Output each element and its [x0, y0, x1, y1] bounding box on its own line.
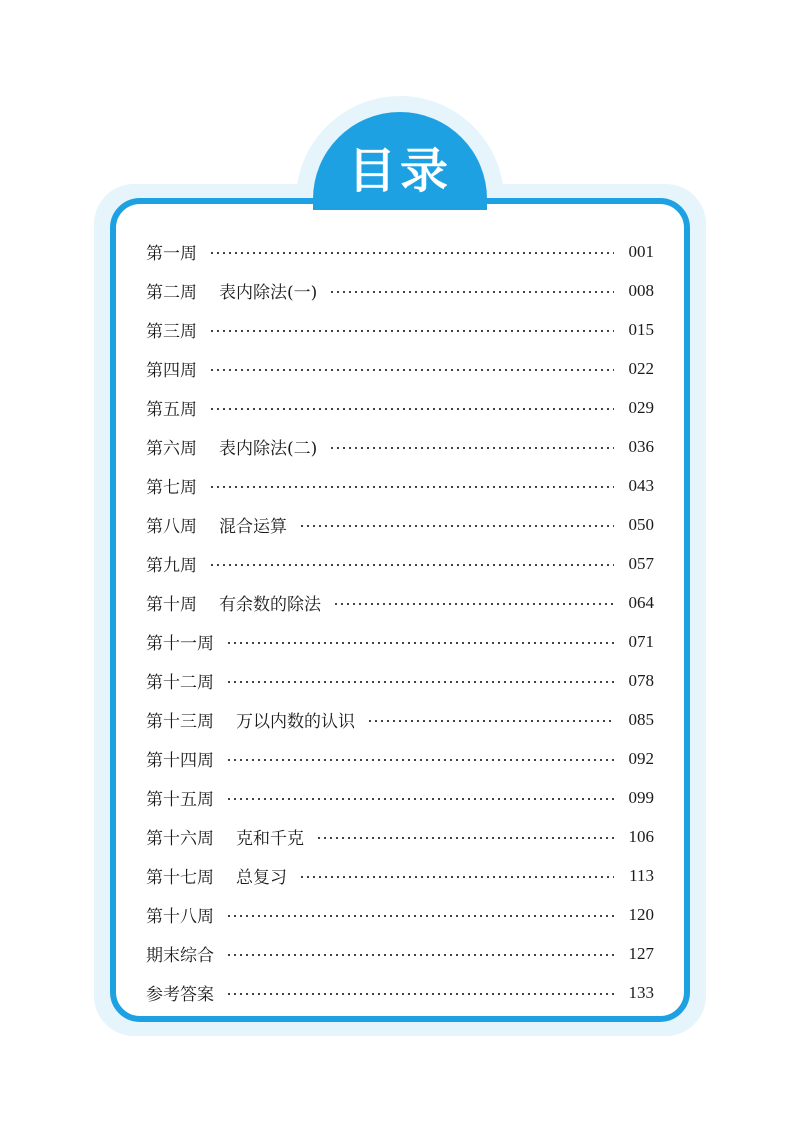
toc-entry-topic: 表内除法(一) [219, 283, 318, 303]
toc-entry-topic: 万以内数的认识 [236, 712, 355, 732]
toc-entry[interactable] [146, 661, 654, 700]
toc-entry[interactable] [146, 427, 654, 466]
toc-entry[interactable] [146, 583, 654, 622]
toc-entry[interactable] [146, 232, 654, 271]
toc-entry-page-number: 043 [628, 475, 654, 495]
toc-entry-week: 第十周 [146, 595, 197, 615]
dot-leader [329, 447, 614, 449]
toc-entry-week: 第三周 [146, 322, 197, 342]
toc-entry-page-number: 127 [628, 943, 654, 963]
toc-entry-page-number: 106 [628, 826, 654, 846]
toc-entry[interactable] [146, 934, 654, 973]
table-of-contents [146, 232, 654, 1012]
toc-entry-week: 第十二周 [146, 673, 214, 693]
dot-leader [299, 525, 614, 527]
dot-leader [226, 681, 614, 683]
toc-entry-page-number: 120 [628, 904, 654, 924]
toc-entry-week: 第十五周 [146, 790, 214, 810]
toc-entry-page-number: 092 [628, 748, 654, 768]
toc-entry[interactable] [146, 622, 654, 661]
toc-entry[interactable] [146, 349, 654, 388]
toc-entry-week: 第一周 [146, 244, 197, 264]
toc-entry-page-number: 001 [628, 241, 654, 261]
toc-entry-page-number: 085 [628, 709, 654, 729]
toc-entry-topic: 克和千克 [236, 829, 304, 849]
toc-entry[interactable] [146, 778, 654, 817]
toc-entry[interactable] [146, 973, 654, 1012]
toc-entry-week: 第八周 [146, 517, 197, 537]
dot-leader [299, 876, 614, 878]
toc-entry[interactable] [146, 544, 654, 583]
toc-entry-page-number: 057 [628, 553, 654, 573]
toc-entry[interactable] [146, 505, 654, 544]
toc-entry-week: 第十六周 [146, 829, 214, 849]
toc-entry[interactable] [146, 271, 654, 310]
toc-entry[interactable] [146, 466, 654, 505]
toc-entry-topic: 表内除法(二) [219, 439, 318, 459]
toc-entry-page-number: 008 [628, 280, 654, 300]
dot-leader [209, 252, 614, 254]
toc-entry-week: 第十四周 [146, 751, 214, 771]
toc-entry-page-number: 036 [628, 436, 654, 456]
toc-entry-week: 第二周 [146, 283, 197, 303]
toc-entry-week: 第十三周 [146, 712, 214, 732]
dot-leader [226, 993, 614, 995]
toc-entry-topic: 混合运算 [219, 517, 287, 537]
dot-leader [209, 486, 614, 488]
toc-entry[interactable] [146, 700, 654, 739]
toc-entry-week: 第四周 [146, 361, 197, 381]
dot-leader [209, 564, 614, 566]
toc-entry-week: 第九周 [146, 556, 197, 576]
toc-entry-page-number: 015 [628, 319, 654, 339]
toc-entry-page-number: 022 [628, 358, 654, 378]
toc-entry-page-number: 050 [628, 514, 654, 534]
toc-entry-page-number: 071 [628, 631, 654, 651]
toc-entry[interactable] [146, 856, 654, 895]
dot-leader [226, 954, 614, 956]
toc-entry[interactable] [146, 739, 654, 778]
dot-leader [226, 759, 614, 761]
toc-entry[interactable] [146, 817, 654, 856]
toc-entry-week: 第十八周 [146, 907, 214, 927]
toc-entry-week: 期末综合 [146, 946, 214, 966]
toc-entry-week: 第十一周 [146, 634, 214, 654]
toc-entry-page-number: 029 [628, 397, 654, 417]
dot-leader [333, 603, 614, 605]
toc-entry[interactable] [146, 310, 654, 349]
toc-entry-week: 第十七周 [146, 868, 214, 888]
dot-leader [226, 642, 614, 644]
toc-entry-page-number: 078 [628, 670, 654, 690]
toc-entry-week: 参考答案 [146, 985, 214, 1005]
dot-leader [226, 915, 614, 917]
toc-entry[interactable] [146, 895, 654, 934]
toc-entry-page-number: 133 [628, 982, 654, 1002]
dot-leader [329, 291, 614, 293]
toc-entry-week: 第七周 [146, 478, 197, 498]
toc-entry[interactable] [146, 388, 654, 427]
dot-leader [209, 330, 614, 332]
dot-leader [367, 720, 614, 722]
dot-leader [209, 369, 614, 371]
toc-entry-topic: 总复习 [236, 868, 287, 888]
toc-entry-topic: 有余数的除法 [219, 595, 321, 615]
toc-entry-week: 第五周 [146, 400, 197, 420]
dot-leader [226, 798, 614, 800]
toc-entry-page-number: 064 [628, 592, 654, 612]
dot-leader [209, 408, 614, 410]
toc-entry-week: 第六周 [146, 439, 197, 459]
toc-entry-page-number: 099 [628, 787, 654, 807]
page-title: 目录 [347, 142, 452, 199]
toc-entry-page-number: 113 [629, 865, 654, 885]
dot-leader [316, 837, 614, 839]
